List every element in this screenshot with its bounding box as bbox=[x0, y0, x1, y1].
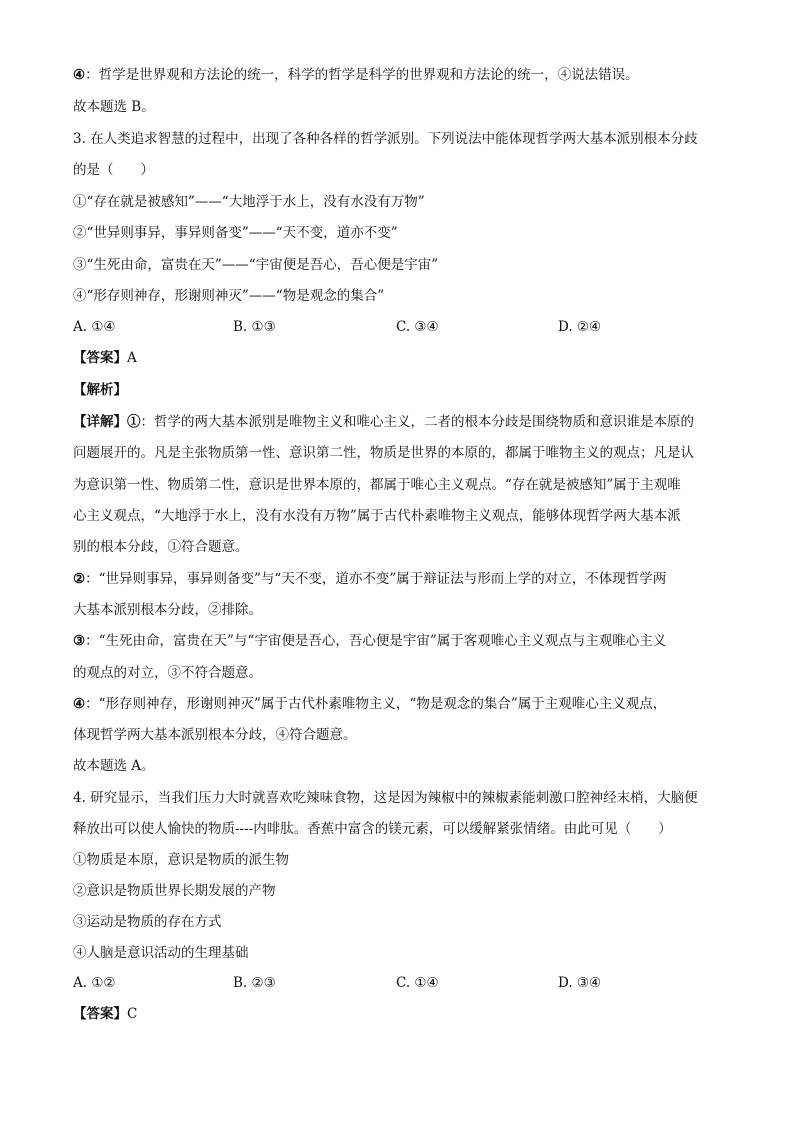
analysis-tag: 【解析】 bbox=[73, 382, 127, 398]
item-marker: ③ bbox=[73, 633, 86, 649]
answer-line bbox=[73, 349, 137, 367]
answer-value: A bbox=[127, 350, 137, 366]
statement-4: ④“形存则神存，形谢则神灭”——“物是观念的集合” bbox=[73, 288, 385, 304]
detail-tag: 【详解】 bbox=[73, 414, 127, 430]
item-marker: ④ bbox=[73, 67, 86, 83]
question-4-stem-cont: 释放出可以使人愉快的物质----内啡肽。香蕉中富含的镁元素，可以缓解紧张情绪。由此可见（ ） bbox=[73, 821, 672, 837]
statement-3: ③运动是物质的存在方式 bbox=[73, 914, 222, 930]
statement-2: ②“世异则事异，事异则备变”——“天不变，道亦不变” bbox=[73, 225, 398, 241]
item-4-line bbox=[73, 695, 666, 713]
item-marker: ④ bbox=[73, 696, 86, 712]
statement-1: ①物质是本原，意识是物质的派生物 bbox=[73, 852, 289, 868]
item-marker: ② bbox=[73, 571, 86, 587]
option-d: D. ②④ bbox=[558, 319, 602, 335]
item-marker: ① bbox=[127, 414, 141, 430]
item-3-line bbox=[73, 632, 666, 650]
detail-line: 心主义观点，“大地浮于水上，没有水没有万物”属于古代朴素唯物主义观点，能够体现哲学两大基本派 bbox=[73, 508, 681, 524]
detail-line: 为意识第一性、物质第二性，意识是世界本原的，都属于唯心主义观点。“存在就是被感知”属于主观唯 bbox=[73, 477, 681, 493]
statement-2: ②意识是物质世界长期发展的产物 bbox=[73, 883, 276, 899]
option-c: C. ③④ bbox=[396, 319, 439, 335]
answer-tag: 【答案】 bbox=[73, 350, 127, 366]
option-b: B. ①③ bbox=[233, 319, 276, 335]
detail-line: 别的根本分歧，①符合题意。 bbox=[73, 539, 249, 555]
option-a: A. ①② bbox=[73, 975, 116, 991]
text-line bbox=[73, 66, 639, 84]
statement-4: ④人脑是意识活动的生理基础 bbox=[73, 945, 249, 961]
question-4-stem: 4. 研究显示，当我们压力大时就喜欢吃辣味食物，这是因为辣椒中的辣椒素能刺激口腔神经末梢，大脑便 bbox=[73, 790, 698, 806]
answer-tag: 【答案】 bbox=[73, 1006, 127, 1022]
detail-line bbox=[73, 413, 694, 431]
statement-3: ③“生死由命，富贵在天”——“宇宙便是吾心，吾心便是宇宙” bbox=[73, 257, 439, 273]
statement-1: ①“存在就是被感知”——“大地浮于水上，没有水没有万物” bbox=[73, 194, 425, 210]
line-text: ：哲学的两大基本派别是唯物主义和唯心主义，二者的根本分歧是围绕物质和意识谁是本原的 bbox=[140, 414, 694, 430]
option-d: D. ③④ bbox=[558, 975, 602, 991]
option-b: B. ②③ bbox=[233, 975, 276, 991]
item-3-line: 的观点的对立，③不符合题意。 bbox=[73, 665, 262, 681]
line-text: ：“世异则事异，事异则备变”与“天不变，道亦不变”属于辩证法与形而上学的对立，不体现哲学两 bbox=[85, 571, 667, 587]
option-c: C. ①④ bbox=[396, 975, 439, 991]
item-2-line: 大基本派别根本分歧，②排除。 bbox=[73, 602, 262, 618]
question-3-stem: 3. 在人类追求智慧的过程中，出现了各种各样的哲学派别。下列说法中能体现哲学两大基本派别根本分歧 bbox=[73, 131, 698, 147]
line-text: ：“形存则神存，形谢则神灭”属于古代朴素唯物主义，“物是观念的集合”属于主观唯心主义观点， bbox=[85, 696, 667, 712]
item-2-line bbox=[73, 570, 666, 588]
line-text: ：哲学是世界观和方法论的统一，科学的哲学是科学的世界观和方法论的统一，④说法错误。 bbox=[85, 67, 639, 83]
question-3-stem-cont: 的是（ ） bbox=[73, 162, 154, 178]
answer-value: C bbox=[127, 1006, 138, 1022]
answer-line bbox=[73, 1005, 137, 1023]
option-a: A. ①④ bbox=[73, 319, 116, 335]
conclusion-line: 故本题选 B。 bbox=[73, 99, 155, 115]
conclusion-line: 故本题选 A。 bbox=[73, 758, 155, 774]
line-text: ：“生死由命，富贵在天”与“宇宙便是吾心，吾心便是宇宙”属于客观唯心主义观点与主观唯心主义 bbox=[85, 633, 667, 649]
item-4-line: 体现哲学两大基本派别根本分歧，④符合题意。 bbox=[73, 727, 357, 743]
detail-line: 问题展开的。凡是主张物质第一性、意识第二性，物质是世界的本原的，都属于唯物主义的观点；凡是认 bbox=[73, 445, 694, 461]
